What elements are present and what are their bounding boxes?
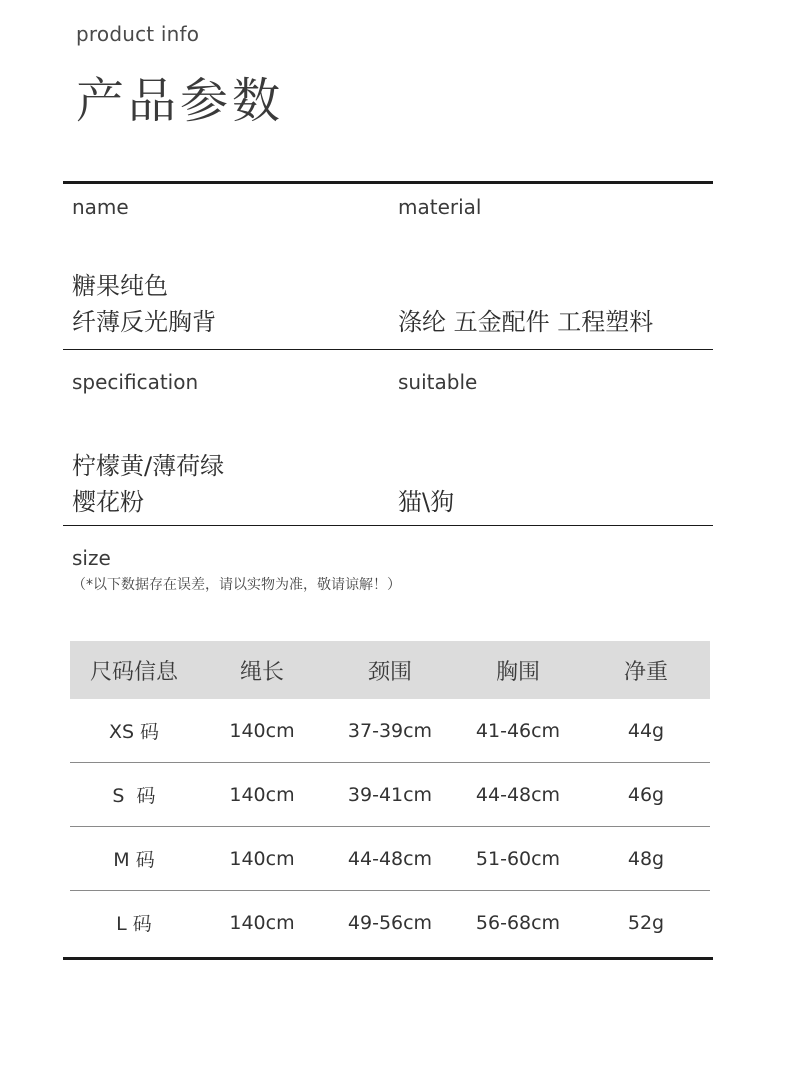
table-row [70,699,710,763]
divider [63,525,713,526]
suitable-value: 猫\狗 [398,488,455,516]
name-label: name [72,195,129,219]
table-cell: S 码 [70,763,198,827]
page-title: 产品参数 [76,73,285,129]
table-cell: 140cm [229,911,295,934]
table-row [70,827,710,891]
table-cell: 41-46cm [454,699,582,763]
table-header-row [70,641,710,699]
table-cell: 52g [627,911,665,934]
size-table [70,641,710,954]
table-cell: 44g [582,699,710,763]
table-cell: 44-48cm [326,827,454,891]
material-label: material [398,195,482,219]
bottom-divider [63,957,713,960]
suitable-label: suitable [398,370,478,394]
table-cell: M 码 [70,827,198,891]
column-header-rope-length: 绳长 [198,641,326,699]
size-note: （*以下数据存在误差，请以实物为准，敬请谅解！） [72,577,401,593]
table-cell: 44-48cm [454,763,582,827]
specification-label: specification [72,370,199,394]
table-cell: 49-56cm [347,911,433,934]
table-cell: 51-60cm [454,827,582,891]
name-value-line2: 纤薄反光胸背 [72,308,216,336]
table-cell: XS 码 [70,699,198,763]
size-label: size [72,546,111,570]
column-header-neck: 颈围 [326,641,454,699]
divider [63,349,713,350]
specification-value-line2: 樱花粉 [72,488,144,516]
material-value: 涤纶 五金配件 工程塑料 [398,308,654,336]
table-cell: 140cm [198,699,326,763]
table-cell: 37-39cm [326,699,454,763]
table-row [70,763,710,827]
column-header-weight: 净重 [582,641,710,699]
table-cell: 39-41cm [326,763,454,827]
table-row [70,891,710,955]
column-header-size: 尺码信息 [70,641,198,699]
table-cell: 48g [582,827,710,891]
top-divider [63,181,713,184]
table-cell: 46g [582,763,710,827]
column-header-chest: 胸围 [454,641,582,699]
specification-value-line1: 柠檬黄/薄荷绿 [72,452,225,480]
name-value-line1: 糖果纯色 [72,272,168,300]
table-cell: 56-68cm [475,911,561,934]
section-kicker: product info [76,22,200,46]
table-cell: L 码 [116,913,152,935]
table-cell: 140cm [198,763,326,827]
table-cell: 140cm [198,827,326,891]
